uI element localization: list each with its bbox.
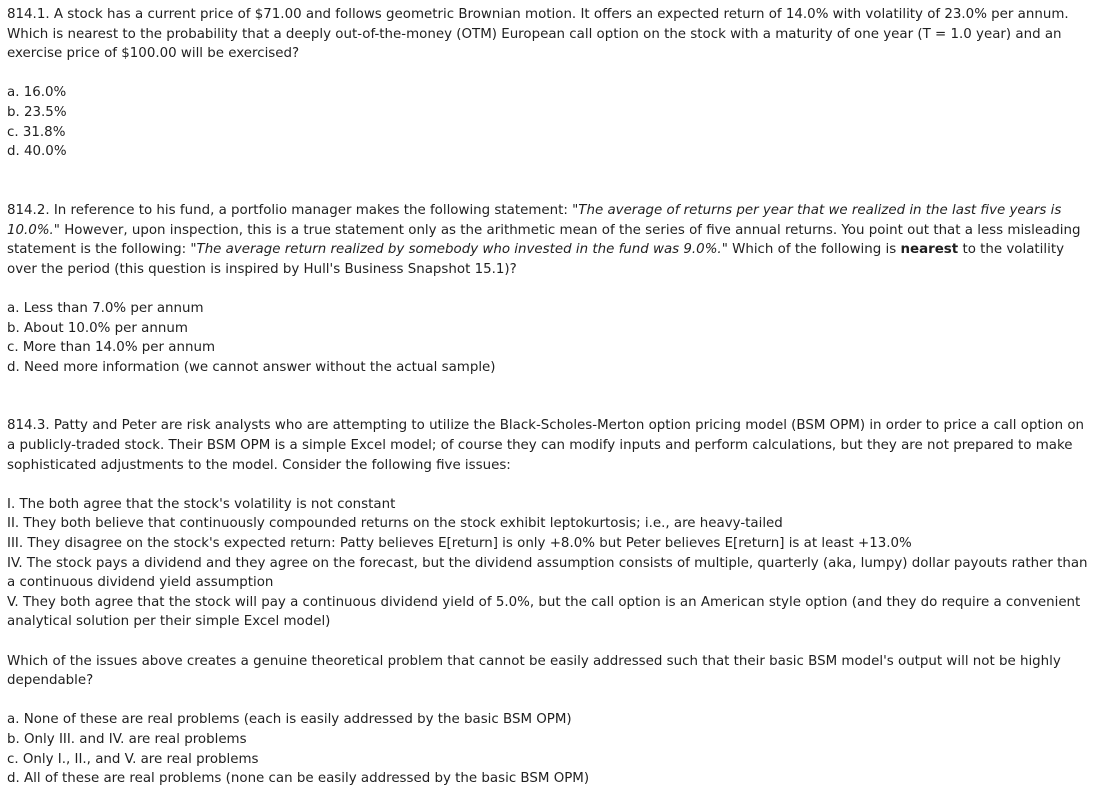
option-c: c. Only I., II., and V. are real problems	[7, 751, 259, 767]
option-c: c. 31.8%	[7, 124, 66, 140]
option-a: a. None of these are real problems (each is easily addressed by the basic BSM OPM)	[7, 712, 572, 728]
issue-item: I. The both agree that the stock's volatility is not constant	[7, 496, 396, 512]
option-d: d. 40.0%	[7, 144, 67, 160]
issue-item: II. They both believe that continuously compounded returns on the stock exhibit leptokurtosis; i.e., are heavy-tailed	[7, 516, 783, 532]
option-a: a. Less than 7.0% per annum	[7, 300, 204, 316]
question-stem	[7, 201, 1094, 279]
question-814-1	[7, 5, 1094, 162]
option-c: c. More than 14.0% per annum	[7, 340, 216, 356]
question-stem: 814.3. Patty and Peter are risk analysts who are attempting to utilize the Black-Scholes-Merton option pricing model (BSM OPM) in order to price a call option on a publicly-traded stock. Their BSM OPM is a simple Excel model; of course they can modify inputs and perform calculations, but they are not prepared to make sophisticated adjustments to the model. Consider the following five issues:	[7, 418, 1085, 473]
question-814-3	[7, 416, 1094, 788]
stem-quote-italic: The average of returns per year that we realized in the last five years is 10.0%.	[7, 202, 1062, 238]
stem-text: 814.2. In reference to his fund, a portfolio manager makes the following statement: "	[7, 202, 579, 218]
option-d: d. All of these are real problems (none can be easily addressed by the basic BSM OPM)	[7, 771, 590, 787]
option-b: b. 23.5%	[7, 104, 67, 120]
stem-text: " Which of the following is	[721, 242, 901, 258]
issue-item: V. They both agree that the stock will pay a continuous dividend yield of 5.0%, but the call option is an American style option (and they do require a convenient analytical solution per their simple Excel model)	[7, 594, 1081, 630]
stem-text: to the volatility over the period (this question is inspired by Hull's Business Snapshot 15.1)?	[7, 242, 1065, 277]
option-b: b. Only III. and IV. are real problems	[7, 731, 247, 747]
issue-item: III. They disagree on the stock's expected return: Patty believes E[return] is only +8.0% but Peter believes E[return] is at least +13.0%	[7, 536, 912, 552]
option-b: b. About 10.0% per annum	[7, 320, 188, 336]
answer-options	[7, 83, 1094, 161]
issue-item: IV. The stock pays a dividend and they agree on the forecast, but the dividend assumption consists of multiple, quarterly (aka, lumpy) dollar payouts rather than a continuous dividend yield assumption	[7, 555, 1088, 591]
question-stem: 814.1. A stock has a current price of $71.00 and follows geometric Brownian motion. It offers an expected return of 14.0% with volatility of 23.0% per annum. Which is nearest to the probability that a deeply out-of-the-money (OTM) European call option on the stock with a maturity of one year (T = 1.0 year) and an exercise price of $100.00 will be exercised?	[7, 7, 1069, 62]
option-a: a. 16.0%	[7, 85, 67, 101]
question-prompt: Which of the issues above creates a genuine theoretical problem that cannot be easily addressed such that their basic BSM model's output will not be highly dependable?	[7, 653, 1061, 689]
answer-options	[7, 299, 1094, 377]
stem-text: " However, upon inspection, this is a true statement only as the arithmetic mean of the series of five annual returns. You point out that a less misleading statement is the following: "	[7, 222, 1081, 258]
stem-quote-italic: The average return realized by somebody who invested in the fund was 9.0%.	[196, 242, 722, 258]
option-d: d. Need more information (we cannot answer without the actual sample)	[7, 359, 496, 375]
question-814-2	[7, 201, 1094, 377]
answer-options	[7, 710, 1094, 788]
stem-emphasis: nearest	[900, 242, 959, 258]
issues-list	[7, 495, 1094, 632]
